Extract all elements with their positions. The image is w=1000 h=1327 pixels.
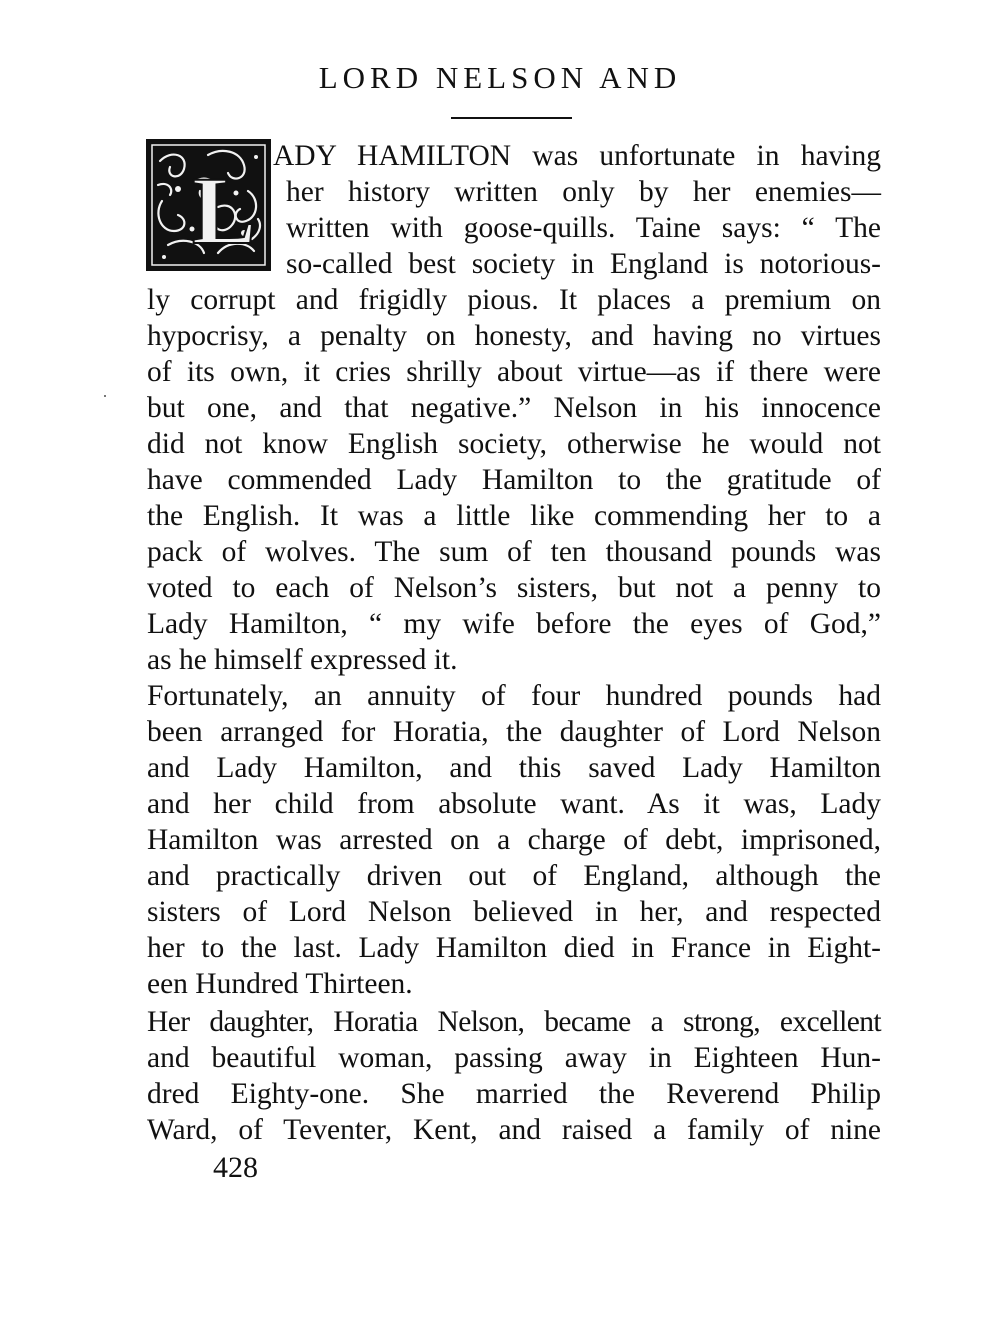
- text-line: Hamilton was arrested on a charge of debt, imprisoned,: [147, 824, 881, 856]
- text-line: and beautiful woman, passing away in Eighteen Hun-: [147, 1042, 881, 1074]
- margin-speck: [104, 395, 106, 397]
- text-line: but one, and that negative.” Nelson in his innocence: [147, 392, 881, 424]
- text-line: Her daughter, Horatia Nelson, became a strong, excellent: [147, 1006, 881, 1038]
- text-line: dred Eighty-one. She married the Reverend Philip: [147, 1078, 881, 1110]
- text-line: pack of wolves. The sum of ten thousand pounds was: [147, 536, 881, 568]
- ornamental-initial-icon: [146, 139, 271, 271]
- text-line: so-called best society in England is notorious-: [286, 248, 881, 280]
- text-line: her history written only by her enemies—: [286, 176, 881, 208]
- text-line: sisters of Lord Nelson believed in her, and respected: [147, 896, 881, 928]
- drop-cap-letter: L: [192, 157, 257, 264]
- text-line: and practically driven out of England, although the: [147, 860, 881, 892]
- text-line: and Lady Hamilton, and this saved Lady Hamilton: [147, 752, 881, 784]
- text-line: her to the last. Lady Hamilton died in France in Eight-: [147, 932, 881, 964]
- text-line: the English. It was a little like commending her to a: [147, 500, 881, 532]
- text-line: have commended Lady Hamilton to the gratitude of: [147, 464, 881, 496]
- text-line: Ward, of Teventer, Kent, and raised a family of nine: [147, 1114, 881, 1146]
- running-head: LORD NELSON AND: [318, 60, 682, 95]
- text-line: of its own, it cries shrilly about virtue—as if there were: [147, 356, 881, 388]
- text-line: hypocrisy, a penalty on honesty, and having no virtues: [147, 320, 881, 352]
- text-line: as he himself expressed it.: [147, 644, 458, 676]
- head-rule: [451, 117, 572, 119]
- text-line: een Hundred Thirteen.: [147, 968, 413, 1000]
- text-line: Fortunately, an annuity of four hundred pounds had: [147, 680, 881, 712]
- text-line: written with goose-quills. Taine says: “ The: [286, 212, 881, 244]
- page-number: 428: [213, 1151, 258, 1184]
- text-line: did not know English society, otherwise he would not: [147, 428, 881, 460]
- text-line: ADY HAMILTON was unfortunate in having: [273, 140, 881, 172]
- text-line: been arranged for Horatia, the daughter of Lord Nelson: [147, 716, 881, 748]
- text-line: and her child from absolute want. As it was, Lady: [147, 788, 881, 820]
- text-line: voted to each of Nelson’s sisters, but not a penny to: [147, 572, 881, 604]
- text-line: ly corrupt and frigidly pious. It places a premium on: [147, 284, 881, 316]
- text-line: Lady Hamilton, “ my wife before the eyes of God,”: [147, 608, 881, 640]
